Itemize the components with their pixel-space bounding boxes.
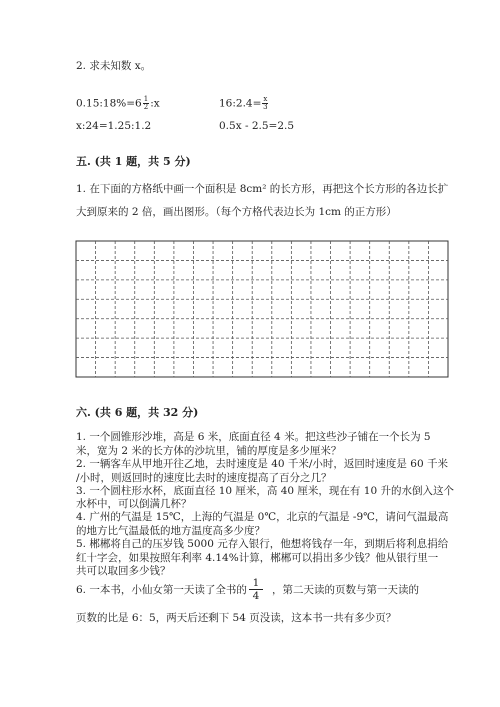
section-6-line: 1. 一个圆锥形沙堆，高是 6 米，底面直径 4 米。把这些沙子铺在一个长为 5 <box>76 431 431 443</box>
grid-border <box>76 241 448 377</box>
section-6-heading: 六. (共 6 题，共 32 分) <box>76 406 199 419</box>
equation-1-right: :x <box>150 97 160 110</box>
fraction-denominator: 4 <box>252 590 260 602</box>
section-6-line: 2. 一辆客车从甲地开往乙地，去时速度是 40 千米/小时，返回时速度是 60 千米 <box>76 458 448 470</box>
section-5-question-line-2: 大到原来的 2 倍，画出图形。（每个方格代表边长为 1cm 的正方形） <box>76 206 397 218</box>
section-5-heading: 五. (共 1 题，共 5 分) <box>76 155 191 168</box>
section-5-question-line-1: 1. 在下面的方格纸中画一个面积是 8cm² 的长方形，再把这个长方形的各边长扩 <box>76 183 449 195</box>
section-6-line: 水杯中，可以倒满几杯？ <box>76 498 192 510</box>
section-6-line: /小时，则返回时的速度比去时的速度提高了百分之几？ <box>76 472 332 484</box>
section-6-line: 4. 广州的气温是 15℃，上海的气温是 0℃，北京的气温是 -9℃，请问气温最高 <box>76 511 449 523</box>
question-6-line-1-part-2: ，第二天读的页数与第一天读的 <box>272 584 419 596</box>
fraction-numerator: 1 <box>143 95 149 103</box>
question-6-line-2: 页数的比是 6：5，两天后还剩下 54 页没读，这本书一共有多少页？ <box>76 612 397 624</box>
question-6-fraction <box>249 577 263 602</box>
section-6-line: 的地方比气温最低的地方温度高多少度？ <box>76 525 265 537</box>
fraction-denominator: 3 <box>263 103 268 111</box>
equation-3: x:24=1.25:1.2 <box>76 120 152 132</box>
equation-2 <box>219 96 269 111</box>
equation-4: 0.5x - 2.5=2.5 <box>219 120 295 132</box>
section-6-line: 3. 一个圆柱形水杯，底面直径 10 厘米，高 40 厘米，现在有 10 升的水倒入这个 <box>76 485 454 497</box>
equation-1-fraction <box>143 96 149 111</box>
fraction-numerator: 1 <box>249 577 263 590</box>
section-6-line: 5. 郴郴将自己的压岁钱 5000 元存入银行，他想将钱存一年，到期后将利息捐给 <box>76 538 449 550</box>
question-6-line-1-part-1: 6. 一本书，小仙女第一天读了全书的 <box>76 584 247 596</box>
fraction-denominator: 2 <box>143 103 149 111</box>
equation-1 <box>76 96 160 111</box>
section-6-line: 米，宽为 2 米的长方体的沙坑里，铺的厚度是多少厘米？ <box>76 445 342 457</box>
section-6-line: 红十字会，如果按照年利率 4.14%计算，郴郴可以捐出多少钱？他从银行里一 <box>76 552 439 564</box>
find-x-title: 2. 求未知数 x。 <box>76 60 152 72</box>
equation-2-fraction <box>262 96 268 111</box>
fraction-numerator: x <box>263 95 268 103</box>
section-6-line: 共可以取回多少钱？ <box>76 565 171 577</box>
grid-paper <box>75 240 449 378</box>
equation-1-left: 0.15:18%=6 <box>76 97 142 110</box>
equation-2-left: 16:2.4= <box>219 97 262 110</box>
